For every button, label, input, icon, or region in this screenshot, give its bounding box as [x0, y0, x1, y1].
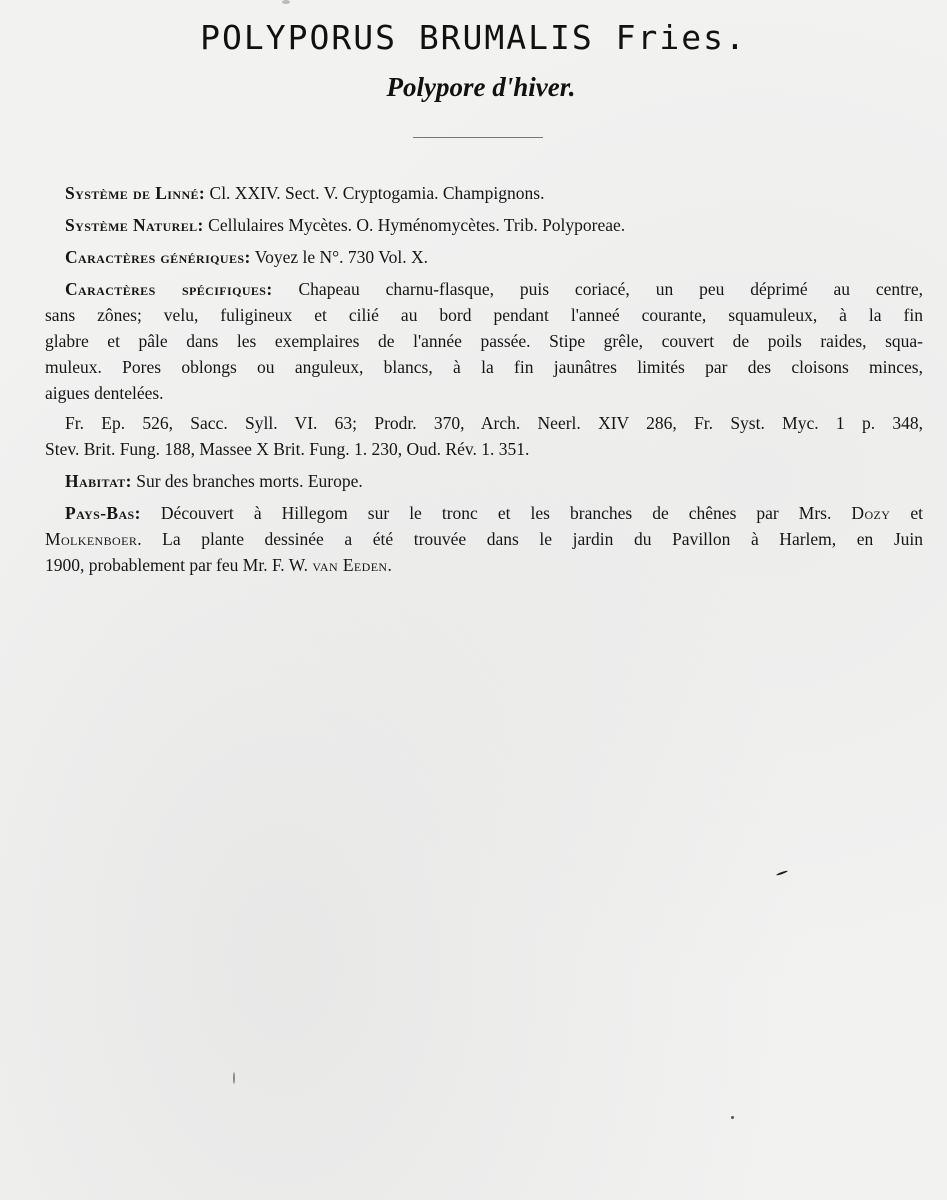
text-line: sans zônes; velu, fuligineux et cilié au bord pendant l'anneé courante, squamuleux, à la fin: [45, 305, 923, 325]
section-naturel: [45, 212, 923, 238]
section-text: Cellulaires Mycètes. O. Hyménomycètes. Trib. Polyporeae.: [203, 215, 626, 235]
paper-speck: [282, 0, 290, 4]
text-line: Stev. Brit. Fung. 188, Massee X Brit. Fung. 1. 230, Oud. Rév. 1. 351.: [45, 439, 530, 459]
section-label: Système de Linné:: [65, 183, 206, 203]
section-specifiques: [45, 276, 923, 406]
section-text: Voyez le N°. 730 Vol. X.: [250, 247, 428, 267]
text-line: Molkenboer. La plante dessinée a été trouvée dans le jardin du Pavillon à Harlem, en Juin: [45, 529, 923, 549]
section-references: [45, 410, 923, 462]
description-body: [45, 180, 923, 584]
text-line: Pays-Bas: Découvert à Hillegom sur le tronc et les branches de chênes par Mrs. Dozy et: [65, 503, 923, 523]
text-line: Caractères spécifiques: Chapeau charnu-flasque, puis coriacé, un peu déprimé au centre,: [65, 279, 924, 299]
section-linne: [45, 180, 923, 206]
text-line: aigues dentelées.: [45, 383, 164, 403]
section-text: Sur des branches morts. Europe.: [131, 471, 363, 491]
title-divider: [413, 137, 543, 138]
text-line: glabre et pâle dans les exemplaires de l'année passée. Stipe grêle, couvert de poils raides, squa-: [45, 331, 923, 351]
paper-speck: [731, 1116, 734, 1119]
paper-speck: [776, 870, 788, 876]
section-label: Caractères génériques:: [65, 247, 251, 267]
page-subtitle: Polypore d'hiver.: [386, 72, 576, 102]
person-name: van Eeden: [312, 555, 388, 575]
text-line: 1900, probablement par feu Mr. F. W. van Eeden.: [45, 555, 392, 575]
text-line: muleux. Pores oblongs ou anguleux, blancs, à la fin jaunâtres limités par des cloisons minces,: [45, 357, 923, 377]
section-habitat: [45, 468, 923, 494]
text-line: Fr. Ep. 526, Sacc. Syll. VI. 63; Prodr. 370, Arch. Neerl. XIV 286, Fr. Syst. Myc. 1 p. 348,: [65, 413, 923, 433]
section-generiques: [45, 244, 923, 270]
person-name: Molkenboer: [45, 529, 138, 549]
section-label: Caractères spécifiques:: [65, 279, 273, 299]
person-name: Dozy: [851, 503, 891, 523]
section-label: Pays-Bas:: [65, 503, 141, 523]
section-label: Habitat:: [65, 471, 132, 491]
section-paysbas: [45, 500, 923, 578]
paper-speck: [233, 1072, 235, 1084]
section-label: Système Naturel:: [65, 215, 204, 235]
page-title: POLYPORUS BRUMALIS Fries.: [200, 18, 747, 57]
section-text: Cl. XXIV. Sect. V. Cryptogamia. Champignons.: [205, 183, 545, 203]
